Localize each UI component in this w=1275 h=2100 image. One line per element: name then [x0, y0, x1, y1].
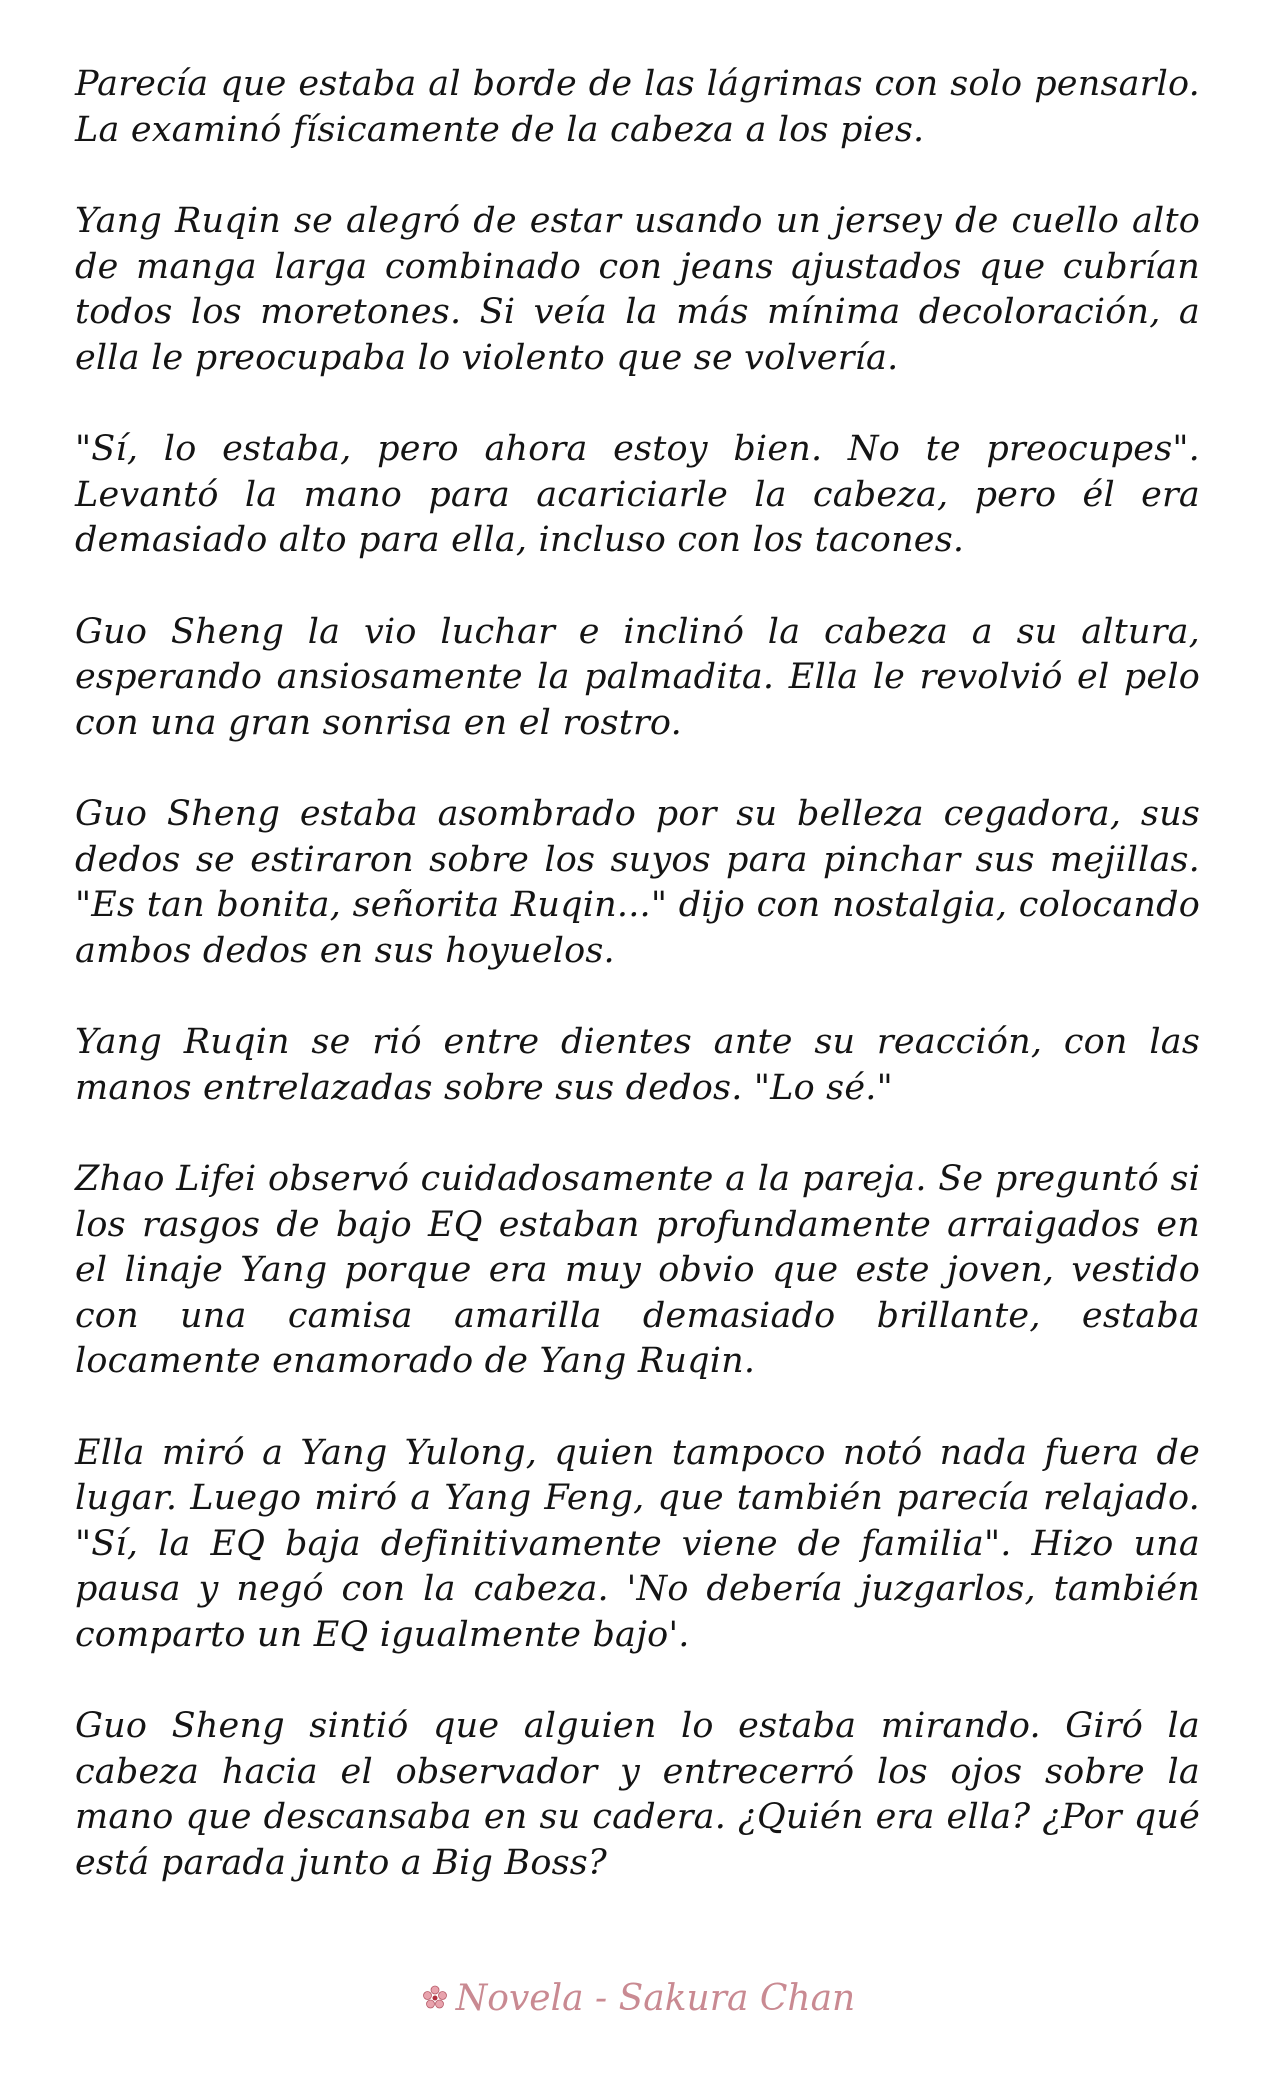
paragraph-6: Yang Ruqin se rió entre dientes ante su reacción, con las manos entrelazadas sobre sus dedos. "Lo sé." — [75, 1022, 1200, 1108]
paragraph-4: Guo Sheng la vio luchar e inclinó la cabeza a su altura, esperando ansiosamente la palmadita. Ella le revolvió el pelo con una gran sonrisa en el rostro. — [75, 611, 1200, 743]
paragraph-9: Guo Sheng sintió que alguien lo estaba mirando. Giró la cabeza hacia el observador y entrecerró los ojos sobre la mano que descansaba en su cadera. ¿Quién era ella? ¿Por qué está parada junto a Big Boss? — [75, 1706, 1200, 1883]
document-body — [75, 62, 1200, 1932]
paragraph-7: Zhao Lifei observó cuidadosamente a la pareja. Se preguntó si los rasgos de bajo EQ estaban profundamente arraigados en el linaje Yang porque era muy obvio que este joven, vestido con una camisa amarilla demasiado brillante, estaba locamente enamorado de Yang Ruqin. — [75, 1159, 1200, 1381]
footer-text: Novela - Sakura Chan — [455, 1978, 856, 2019]
paragraph-8: Ella miró a Yang Yulong, quien tampoco notó nada fuera de lugar. Luego miró a Yang Feng, que también parecía relajado. "Sí, la EQ baja definitivamente viene de familia". Hizo una pausa y negó con la cabeza. 'No debería juzgarlos, también comparto un EQ igualmente bajo'. — [75, 1432, 1200, 1655]
paragraph-3: "Sí, lo estaba, pero ahora estoy bien. No te preocupes". Levantó la mano para acariciarle la cabeza, pero él era demasiado alto para ella, incluso con los tacones. — [75, 429, 1200, 560]
footer-watermark — [0, 1978, 1275, 2022]
sakura-flower-icon — [420, 1981, 450, 2022]
paragraph-5: Guo Sheng estaba asombrado por su belleza cegadora, sus dedos se estiraron sobre los suyos para pinchar sus mejillas. "Es tan bonita, señorita Ruqin..." dijo con nostalgia, colocando ambos dedos en sus hoyuelos. — [75, 794, 1200, 971]
paragraph-1: Parecía que estaba al borde de las lágrimas con solo pensarlo. La examinó físicamente de la cabeza a los pies. — [75, 64, 1200, 150]
paragraph-2: Yang Ruqin se alegró de estar usando un jersey de cuello alto de manga larga combinado con jeans ajustados que cubrían todos los moretones. Si veía la más mínima decoloración, a ella le preocupaba lo violento que se volvería. — [75, 201, 1200, 378]
